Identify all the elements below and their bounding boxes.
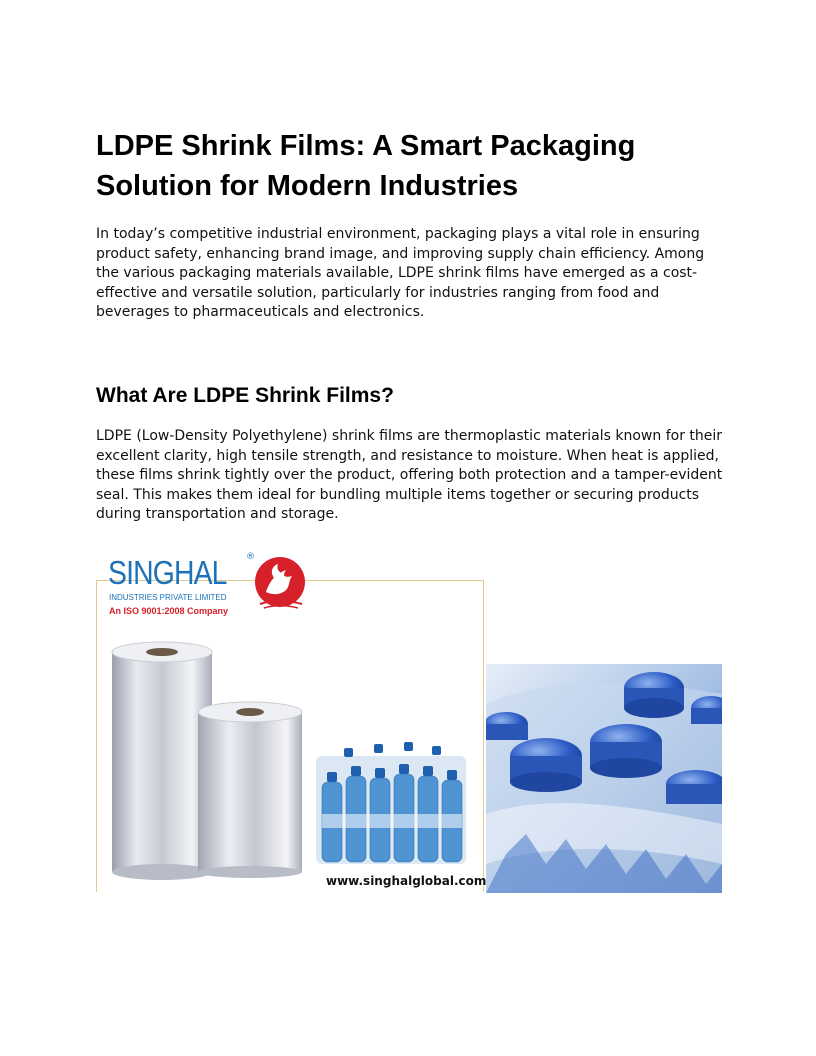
intro-paragraph: In today’s competitive industrial environment, packaging plays a vital role in ensuring product safety, enhancing brand image, and improving supply chain efficiency. Among the various packaging materials available, LDPE shrink films have emerged as a cost-effective and versatile solution, particularly for industries ranging from food and beverages to pharmaceuticals and electronics. bbox=[96, 226, 705, 321]
website-url: www.singhalglobal.com bbox=[326, 874, 487, 888]
pegasus-emblem-icon bbox=[252, 556, 308, 612]
page-title: LDPE Shrink Films: A Smart Packaging Solution for Modern Industries bbox=[96, 130, 636, 202]
bottle-pack-image bbox=[314, 736, 474, 866]
registered-mark: ® bbox=[246, 552, 255, 562]
bottle-caps-closeup-image bbox=[486, 664, 722, 893]
company-logo bbox=[108, 550, 308, 614]
section-paragraph: LDPE (Low-Density Polyethylene) shrink films are thermoplastic materials known for their excellent clarity, high tensile strength, and resistance to moisture. When heat is applied, these films shrink tightly over the product, offering both protection and a tamper-evident seal. This makes them ideal for bundling multiple items together or securing products during transportation and storage. bbox=[96, 428, 723, 523]
logo-wordmark: SINGHAL bbox=[108, 554, 227, 591]
section-heading: What Are LDPE Shrink Films? bbox=[96, 384, 394, 407]
logo-certification: An ISO 9001:2008 Company bbox=[109, 606, 229, 616]
logo-subtitle: INDUSTRIES PRIVATE LIMITED bbox=[109, 593, 227, 602]
small-film-roll bbox=[196, 700, 304, 878]
product-banner-image bbox=[96, 540, 722, 893]
